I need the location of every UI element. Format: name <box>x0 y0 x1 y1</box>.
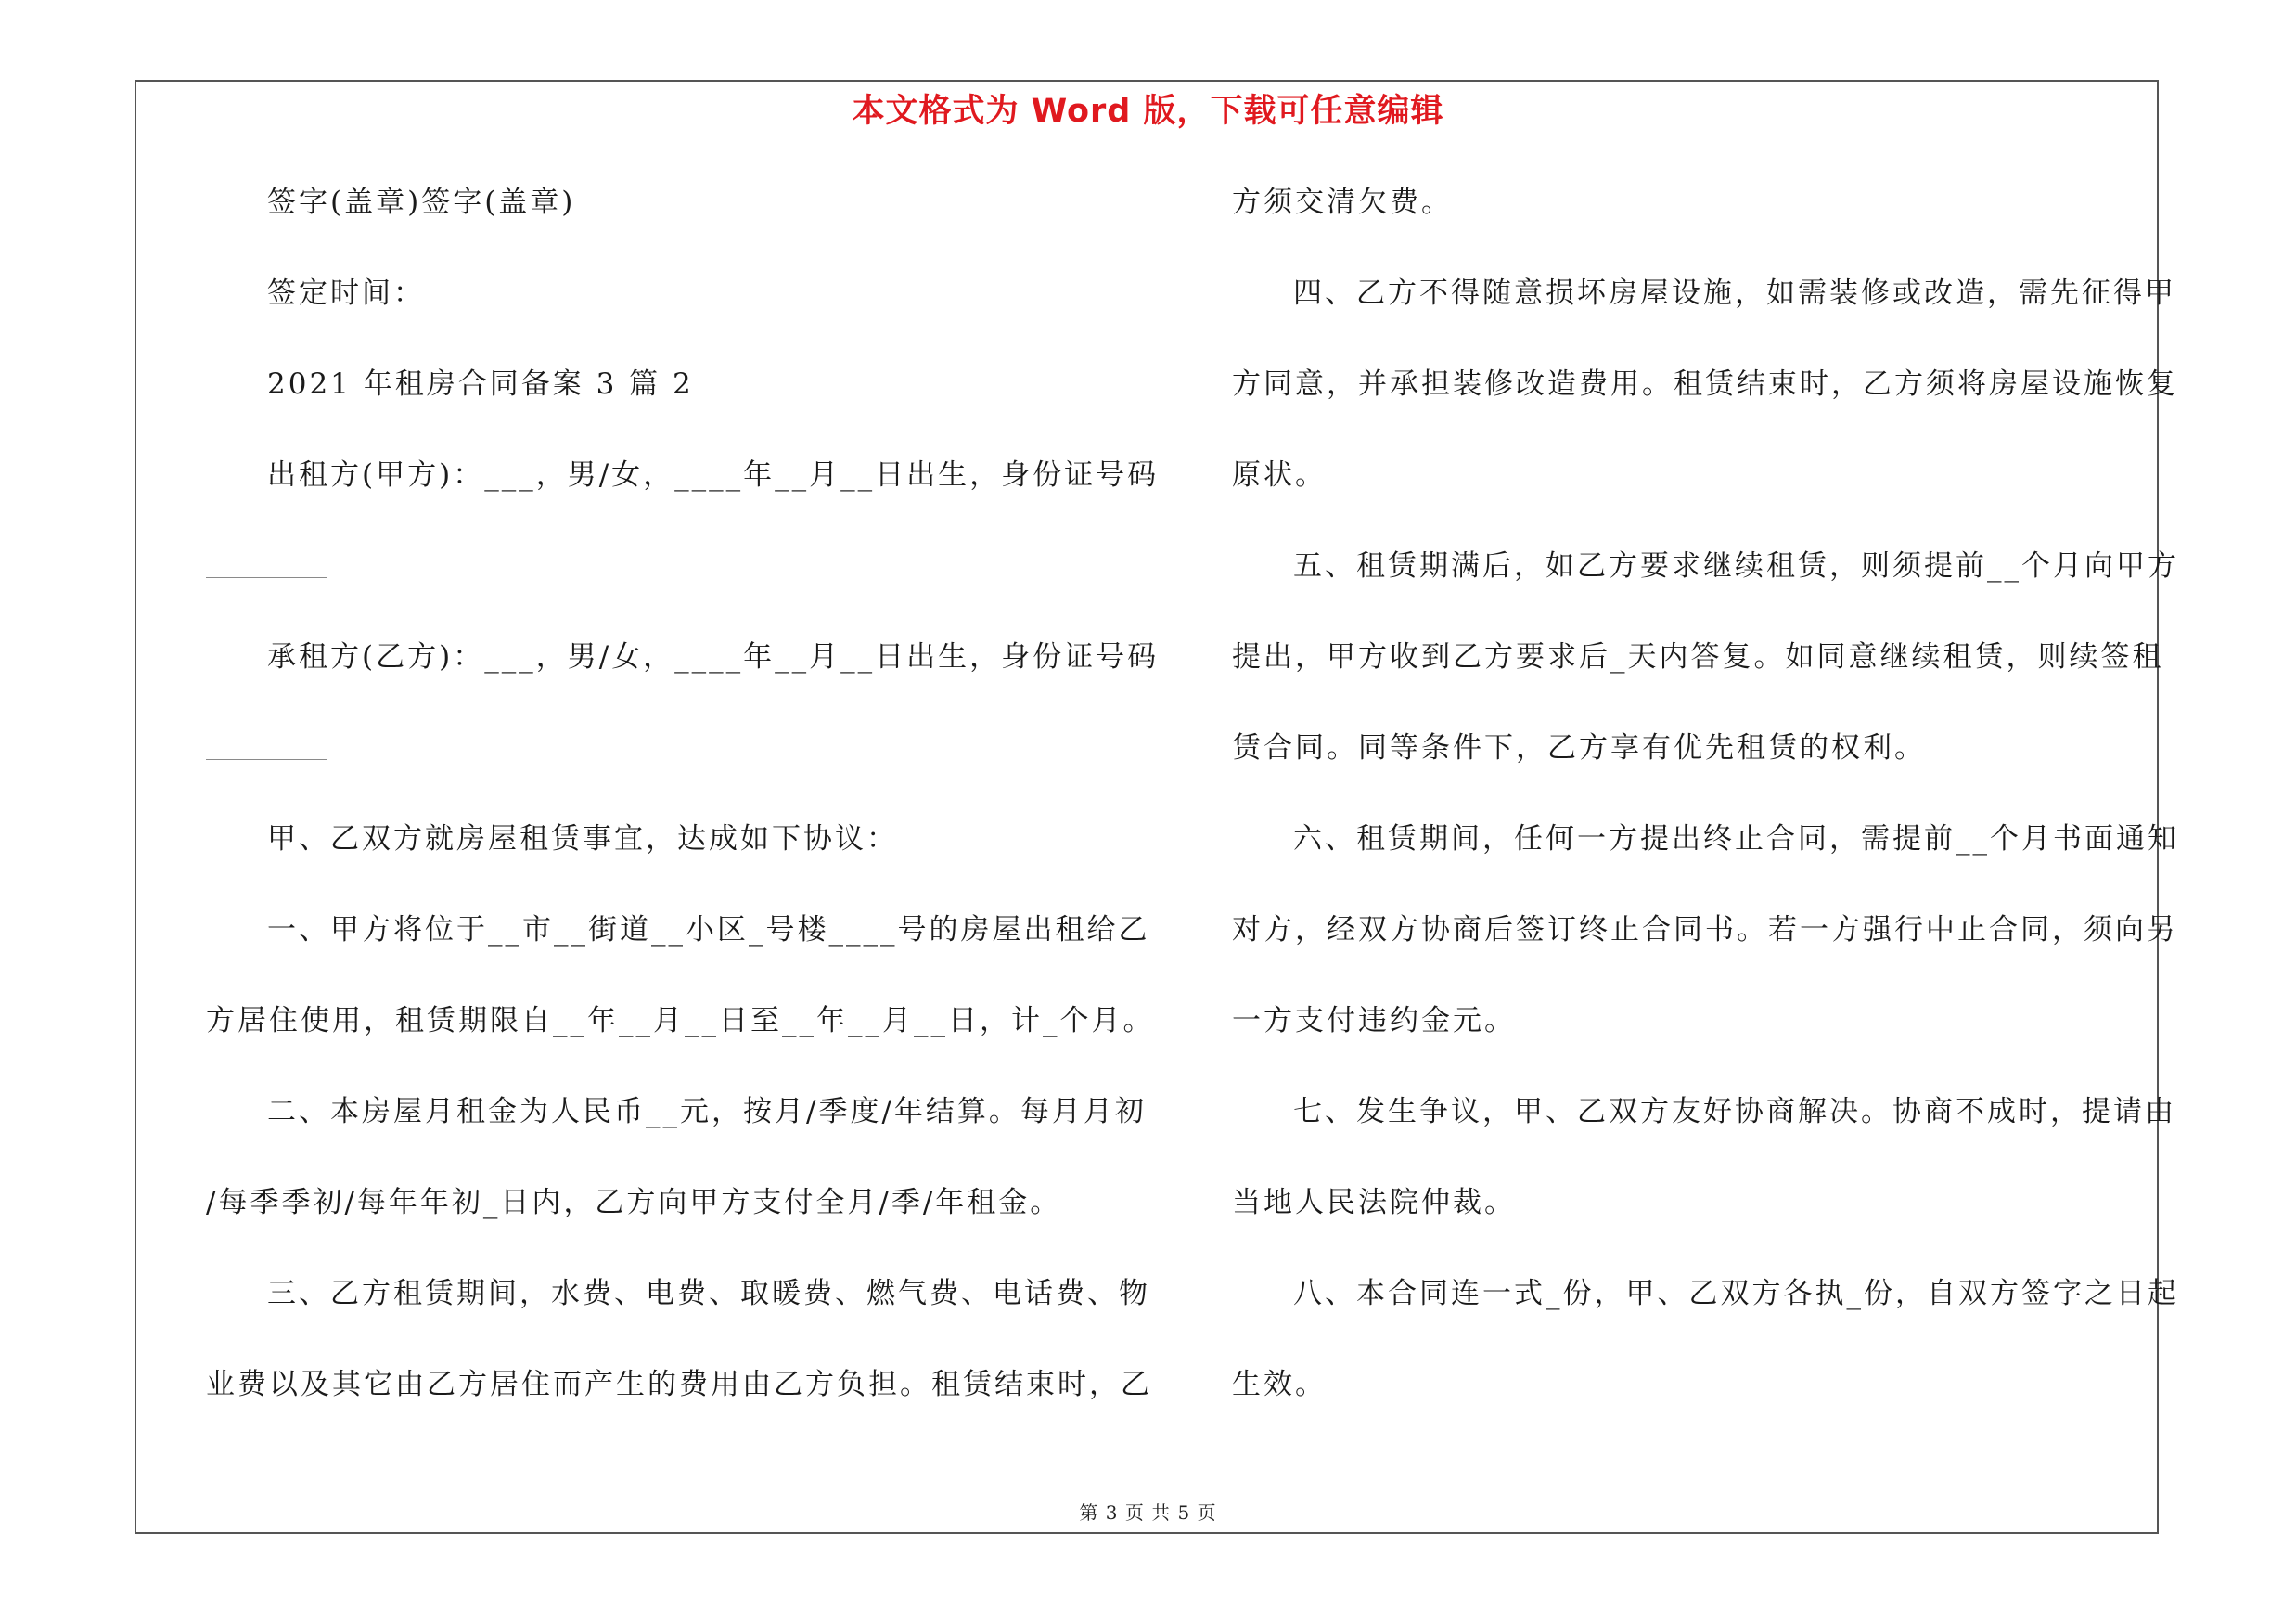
agreement-intro: 甲、乙双方就房屋租赁事宜，达成如下协议： <box>267 822 898 856</box>
clause-3-line-2: 业费以及其它由乙方居住而产生的费用由乙方负担。租赁结束时，乙 <box>206 1368 1152 1401</box>
page-number-footer: 第 3 页 共 5 页 <box>1079 1501 1217 1524</box>
clause-7-line-2: 当地人民法院仲裁。 <box>1232 1186 1516 1219</box>
word-format-banner: 本文格式为 Word 版，下载可任意编辑 <box>852 93 1444 130</box>
sign-date-line: 签定时间： <box>267 277 425 310</box>
id-number-blank <box>206 557 327 578</box>
clause-8-line-1: 八、本合同连一式_份，甲、乙双方各执_份，自双方签字之日起 <box>1293 1277 2179 1310</box>
clause-6-line-2: 对方，经双方协商后签订终止合同书。若一方强行中止合同，须向另 <box>1232 913 2178 947</box>
clause-7-line-1: 七、发生争议，甲、乙双方友好协商解决。协商不成时，提请由 <box>1293 1095 2176 1128</box>
clause-1-line-1: 一、甲方将位于__市__街道__小区_号楼____号的房屋出租给乙 <box>267 913 1150 947</box>
lessee-line: 承租方(乙方)：___，男/女，____年__月__日出生，身份证号码 <box>267 640 1160 674</box>
clause-4-line-3: 原状。 <box>1232 458 1327 492</box>
clause-4-line-1: 四、乙方不得随意损坏房屋设施，如需装修或改造，需先征得甲 <box>1293 277 2176 310</box>
clause-2-line-1: 二、本房屋月租金为人民币__元，按月/季度/年结算。每月月初 <box>267 1095 1147 1128</box>
clause-6-line-3: 一方支付违约金元。 <box>1232 1004 1516 1037</box>
id-number-blank <box>206 739 327 760</box>
section-title: 2021 年租房合同备案 3 篇 2 <box>267 367 694 401</box>
clause-2-line-2: /每季季初/每年年初_日内，乙方向甲方支付全月/季/年租金。 <box>206 1186 1062 1219</box>
clause-3-line-3: 方须交清欠费。 <box>1232 186 1453 219</box>
signature-line: 签字(盖章)签字(盖章) <box>267 186 576 219</box>
clause-5-line-3: 赁合同。同等条件下，乙方享有优先租赁的权利。 <box>1232 731 1926 765</box>
clause-1-line-2: 方居住使用，租赁期限自__年__月__日至__年__月__日，计_个月。 <box>206 1004 1155 1037</box>
lessor-id-blank <box>206 546 327 586</box>
clause-5-line-2: 提出，甲方收到乙方要求后_天内答复。如同意继续租赁，则续签租 <box>1232 640 2164 674</box>
clause-5-line-1: 五、租赁期满后，如乙方要求继续租赁，则须提前__个月向甲方 <box>1293 549 2179 583</box>
lessee-id-blank <box>206 728 327 768</box>
lessor-line: 出租方(甲方)：___，男/女，____年__月__日出生，身份证号码 <box>267 458 1160 492</box>
clause-4-line-2: 方同意，并承担装修改造费用。租赁结束时，乙方须将房屋设施恢复 <box>1232 367 2178 401</box>
clause-3-line-1: 三、乙方租赁期间，水费、电费、取暖费、燃气费、电话费、物 <box>267 1277 1150 1310</box>
clause-6-line-1: 六、租赁期间，任何一方提出终止合同，需提前__个月书面通知 <box>1293 822 2179 856</box>
clause-8-line-2: 生效。 <box>1232 1368 1327 1401</box>
